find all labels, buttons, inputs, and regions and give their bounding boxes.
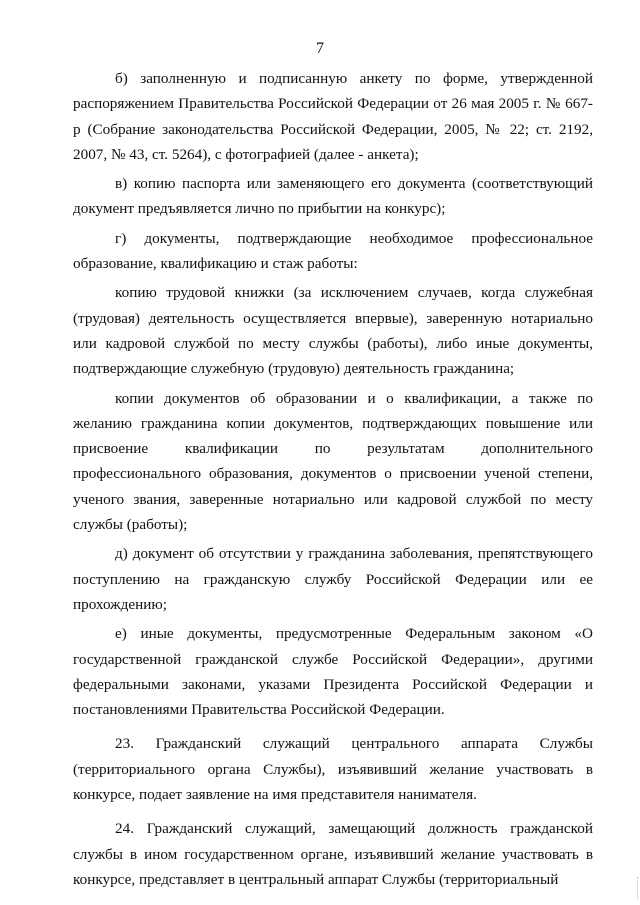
scan-margin-mark (619, 877, 638, 899)
paragraph-d-medical-document: д) документ об отсутствии у гражданина заболевания, препятствующего поступлению на гражданскую службу Российской Федерации или ее прохождению; (73, 545, 593, 613)
paragraph-23: 23. Гражданский служащий центрального аппарата Службы (территориального органа Службы), изъявивший желание участвовать в конкурсе, подает заявление на имя представителя нанимателя. (73, 735, 593, 804)
paragraph-24: 24. Гражданский служащий, замещающий должность гражданской службы в ином государственном органе, изъявивший желание участвовать в конкурсе, представляет в центральный аппарат Службы (территориальный (73, 820, 593, 888)
page-number: 7 (316, 40, 324, 57)
paragraph-e-other-documents: е) иные документы, предусмотренные Федеральным законом «О государственной гражданской службе Российской Федерации», другими федеральными законами, указами Президента Российской Федерации и постановлениями Правительства Российской Федерации. (73, 625, 593, 719)
paragraph-g-education-documents: г) документы, подтверждающие необходимое профессиональное образование, квалификацию и стаж работы: (73, 229, 593, 273)
paragraph-b-questionnaire: б) заполненную и подписанную анкету по форме, утвержденной распоряжением Правительства Российской Федерации от 26 мая 2005 г. № 667-р (Собрание законодательства Российской Федерации, 2005, № 22; ст. 2192, 2007, № 43, ст. 5264), с фотографией (далее - анкета); (73, 70, 593, 163)
paragraph-v-passport: в) копию паспорта или заменяющего его документа (соответствующий документ предъявляется лично по прибытии на конкурс); (73, 175, 593, 218)
paragraph-education-copies: копии документов об образовании и о квалификации, а также по желанию гражданина копии документов, подтверждающих повышение или присвоение квалификации по результатам дополнительного профессионального образования, документов о присвоении ученой степени, ученого звания, заверенные нотариально или кадровой службой по месту службы (работы); (73, 389, 593, 534)
paragraph-work-record-book: копию трудовой книжки (за исключением случаев, когда служебная (трудовая) деятельность осуществляется впервые), заверенную нотариально или кадровой службой по месту службы (работы), либо иные документы, подтверждающие служебную (трудовую) деятельность гражданина; (73, 284, 593, 378)
document-body (73, 66, 593, 896)
